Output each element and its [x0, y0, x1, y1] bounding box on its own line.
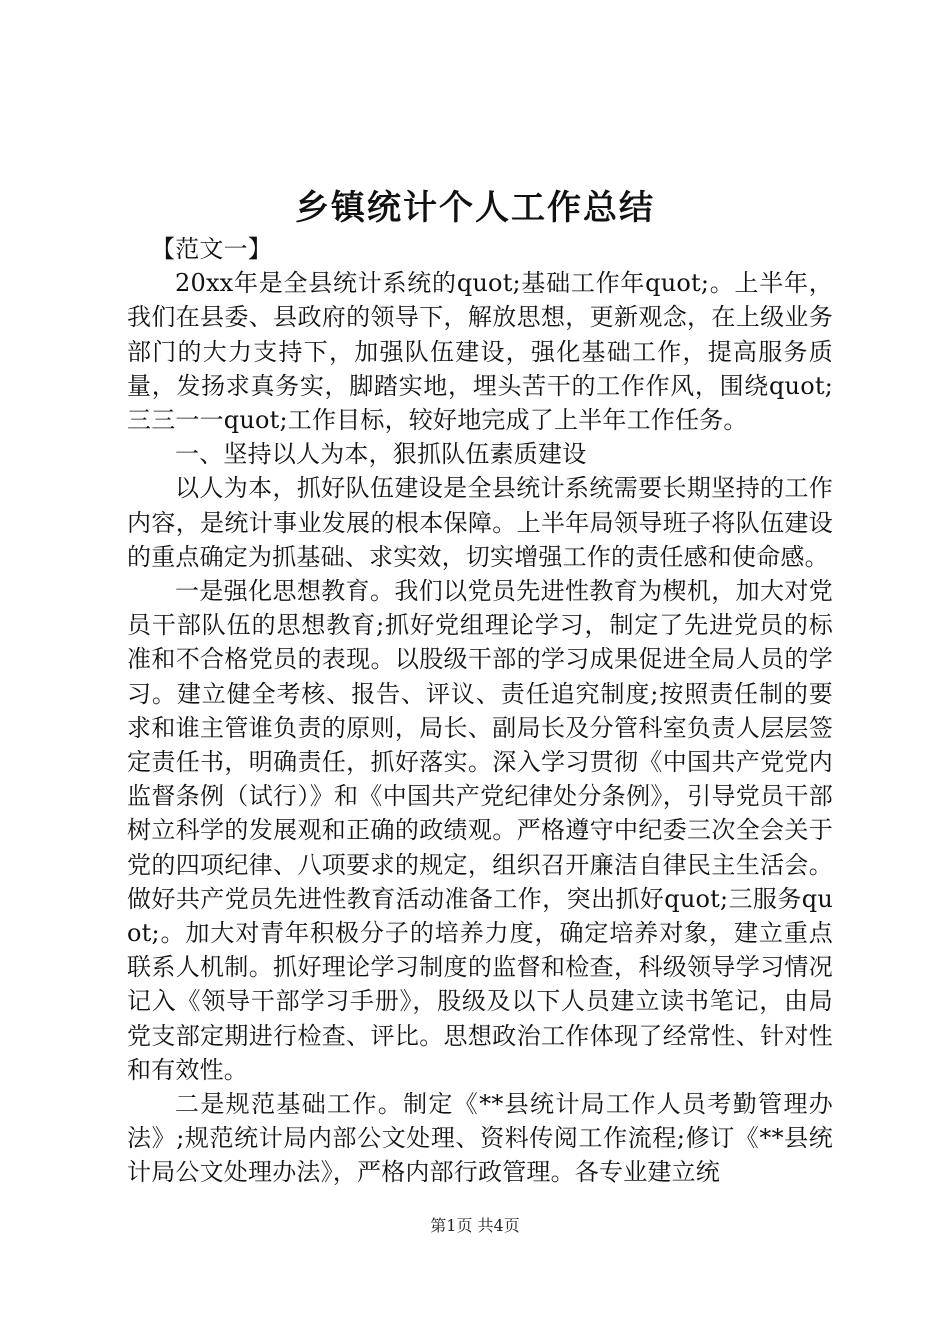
section-label: 【范文一】	[151, 235, 272, 263]
body-paragraph: 以人为本，抓好队伍建设是全县统计系统需要长期坚持的工作内容，是统计事业发展的根本保障。上半年局领导班子将队伍建设的重点确定为抓基础、求实效，切实增强工作的责任感和使命感。	[127, 474, 833, 571]
document-body	[127, 232, 833, 1190]
section-heading: 一、坚持以人为本，狠抓队伍素质建设	[175, 440, 587, 469]
intro-paragraph: 20xx年是全县统计系统的quot;基础工作年quot;。上半年，我们在县委、县政府的领导下，解放思想，更新观念，在上级业务部门的大力支持下，加强队伍建设，强化基础工作，提高服务质量，发扬求真务实，脚踏实地，埋头苦干的工作作风，围绕quot;三三一一quot;工作目标，较好地完成了上半年工作任务。	[127, 269, 833, 435]
document-title: 乡镇统计个人工作总结	[295, 188, 655, 228]
page-number-footer: 第1页 共4页	[430, 1216, 520, 1235]
body-paragraph: 一是强化思想教育。我们以党员先进性教育为楔机，加大对党员干部队伍的思想教育;抓好党组理论学习，制定了先进党员的标准和不合格党员的表现。以股级干部的学习成果促进全局人员的学习。建立健全考核、报告、评议、责任追究制度;按照责任制的要求和谁主管谁负责的原则，局长、副局长及分管科室负责人层层签定责任书，明确责任，抓好落实。深入学习贯彻《中国共产党党内监督条例（试行）》和《中国共产党纪律处分条例》，引导党员干部树立科学的发展观和正确的政绩观。严格遵守中纪委三次全会关于党的四项纪律、八项要求的规定，组织召开廉洁自律民主生活会。做好共产党员先进性教育活动准备工作，突出抓好quot;三服务quot;。加大对青年积极分子的培养力度，确定培养对象，建立重点联系人机制。抓好理论学习制度的监督和检查，科级领导学习情况记入《领导干部学习手册》，股级及以下人员建立读书笔记，由局党支部定期进行检查、评比。思想政治工作体现了经常性、针对性和有效性。	[127, 577, 833, 1084]
body-paragraph: 二是规范基础工作。制定《**县统计局工作人员考勤管理办法》;规范统计局内部公文处理、资料传阅工作流程;修订《**县统计局公文处理办法》，严格内部行政管理。各专业建立统	[127, 1090, 833, 1187]
